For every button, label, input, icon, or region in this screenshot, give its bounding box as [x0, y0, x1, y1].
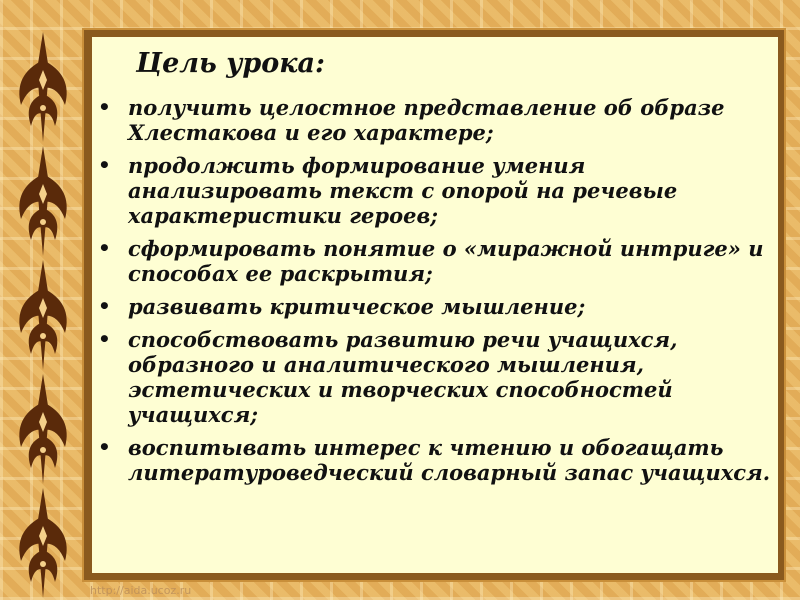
- bullet-icon: •: [98, 327, 111, 351]
- goal-text: получить целостное представление об образе Хлестакова и его характере;: [128, 95, 725, 145]
- bullet-icon: •: [98, 95, 111, 119]
- goal-item: [96, 327, 776, 427]
- goal-text: сформировать понятие о «миражной интриге» и способах ее раскрытия;: [128, 236, 764, 286]
- goal-item: [96, 95, 776, 145]
- goal-item: [96, 153, 776, 228]
- left-ornament: [6, 30, 80, 600]
- goal-text: развивать критическое мышление;: [128, 294, 586, 319]
- bullet-icon: •: [98, 435, 111, 459]
- goal-text: продолжить формирование умения анализировать текст с опорой на речевые характеристики героев;: [128, 153, 678, 228]
- goal-item: [96, 294, 776, 319]
- site-watermark: http://aida.ucoz.ru: [90, 584, 192, 597]
- ornament-motif: [19, 260, 66, 370]
- goal-item: [96, 435, 776, 485]
- ornament-motif: [19, 488, 66, 598]
- goal-text: воспитывать интерес к чтению и обогащать литературоведческий словарный запас учащихся.: [128, 435, 771, 485]
- tribal-ornament-icon: [6, 30, 80, 600]
- slide-title: Цель урока:: [136, 48, 326, 79]
- ornament-motif: [19, 146, 66, 256]
- bullet-icon: •: [98, 294, 111, 318]
- ornament-motif: [19, 32, 66, 142]
- goal-text: способствовать развитию речи учащихся, образного и аналитического мышления, эстетических и творческих способностей учащихся;: [128, 327, 678, 427]
- bullet-icon: •: [98, 153, 111, 177]
- ornament-motif: [19, 374, 66, 484]
- goal-item: [96, 236, 776, 286]
- bullet-icon: •: [98, 236, 111, 260]
- goal-list: [96, 95, 776, 493]
